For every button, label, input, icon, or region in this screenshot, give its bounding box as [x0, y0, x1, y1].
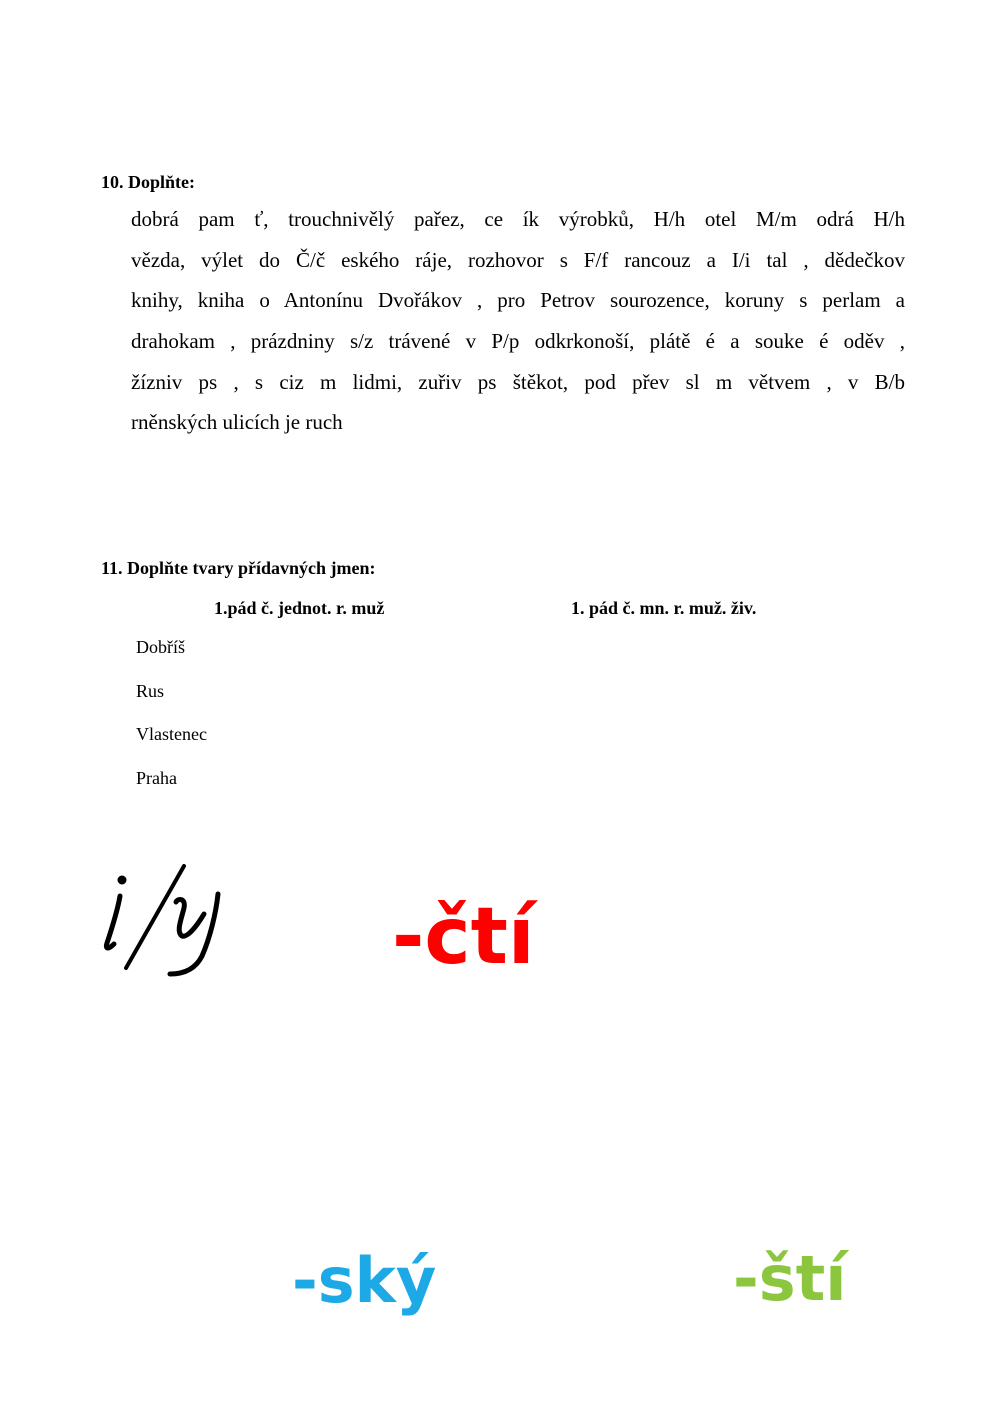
- i-dot: [118, 876, 127, 885]
- slash: [126, 866, 184, 968]
- word-item: Vlastenec: [136, 724, 207, 744]
- y-left-arm: [176, 900, 204, 937]
- exercise-10-line: dobrá pam ť, trouchnivělý pařez, ce ík výrobků, H/h otel M/m odrá H/h: [131, 207, 905, 231]
- suffix-sky-label: -ský: [292, 1244, 437, 1317]
- exercise-10-line: vězda, výlet do Č/č eského ráje, rozhovor s F/f rancouz a I/i tal , dědečkov: [131, 248, 905, 272]
- word-item: Dobříš: [136, 637, 185, 657]
- i-stem: [106, 896, 120, 948]
- column-header-plural: 1. pád č. mn. r. muž. živ.: [571, 598, 757, 618]
- exercise-10-heading: 10. Doplňte:: [101, 172, 195, 192]
- exercise-10-line: knihy, kniha o Antonínu Dvořákov , pro Petrov sourozence, koruny s perlam a: [131, 288, 905, 312]
- column-header-singular: 1.pád č. jednot. r. muž: [214, 598, 385, 618]
- exercise-11-heading: 11. Doplňte tvary přídavných jmen:: [101, 558, 376, 578]
- exercise-10-line: žízniv ps , s ciz m lidmi, zuřiv ps štěkot, pod přev sl m větvem , v B/b: [131, 370, 905, 394]
- suffix-cti-label: -čtí: [392, 892, 535, 982]
- suffix-sti-label: -ští: [733, 1242, 847, 1315]
- exercise-10-line: rněnských ulicích je ruch: [131, 410, 343, 434]
- word-item: Praha: [136, 768, 177, 788]
- y-descender: [170, 894, 218, 974]
- i-y-handwritten-label: [98, 858, 232, 984]
- word-item: Rus: [136, 681, 165, 701]
- exercise-10-line: drahokam , prázdniny s/z trávené v P/p odkrkonoší, plátě é a souke é oděv ,: [131, 329, 905, 353]
